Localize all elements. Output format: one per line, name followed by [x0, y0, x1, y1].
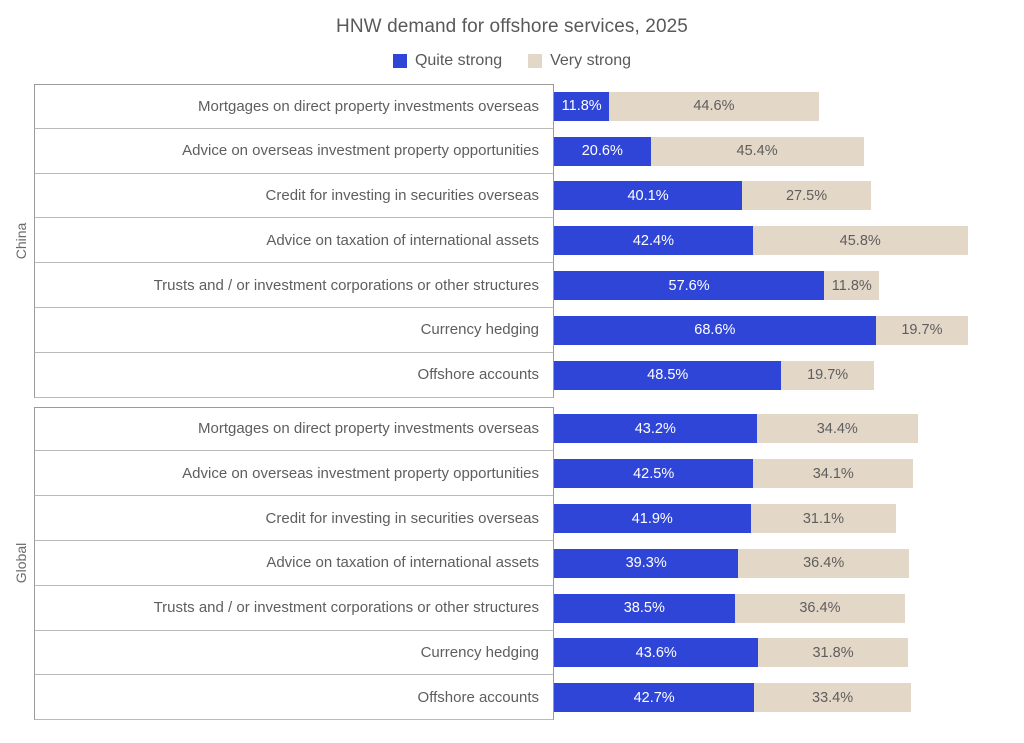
bar-cell — [554, 129, 1016, 174]
bar-segment-very-strong: 36.4% — [738, 549, 909, 578]
bar-segment-quite-strong: 43.2% — [554, 414, 757, 443]
bar-cell — [554, 451, 1016, 496]
bar-cell — [554, 84, 1016, 129]
bar-segment-very-strong: 45.4% — [651, 137, 864, 166]
group-label-cell — [8, 496, 34, 541]
group-label-cell — [8, 586, 34, 631]
bar-cell — [554, 353, 1016, 398]
legend-label-quite-strong: Quite strong — [414, 52, 503, 69]
chart-group — [8, 84, 1016, 398]
chart-row — [8, 586, 1016, 631]
category-label: Advice on overseas investment property opportunities — [34, 451, 554, 496]
group-label-cell — [8, 407, 34, 452]
group-label-cell — [8, 263, 34, 308]
bar-segment-quite-strong: 20.6% — [554, 137, 651, 166]
chart-row — [8, 407, 1016, 452]
bar-segment-quite-strong: 48.5% — [554, 361, 781, 390]
chart-row — [8, 174, 1016, 219]
legend-swatch-very-strong — [528, 54, 542, 68]
chart-row — [8, 353, 1016, 398]
group-label-cell — [8, 451, 34, 496]
bar-segment-quite-strong: 38.5% — [554, 594, 735, 623]
group-divider — [8, 398, 1016, 407]
bar-cell — [554, 631, 1016, 676]
group-label-cell — [8, 174, 34, 219]
chart-row — [8, 263, 1016, 308]
category-label: Trusts and / or investment corporations or other structures — [34, 263, 554, 308]
bar-segment-quite-strong: 42.7% — [554, 683, 754, 712]
bar-segment-quite-strong: 11.8% — [554, 92, 609, 121]
chart-row — [8, 496, 1016, 541]
category-label: Advice on taxation of international assets — [34, 541, 554, 586]
bar-segment-very-strong: 34.1% — [753, 459, 913, 488]
legend-label-very-strong: Very strong — [550, 52, 632, 69]
chart-group — [8, 407, 1016, 721]
bar-segment-very-strong: 33.4% — [754, 683, 911, 712]
group-label-cell — [8, 631, 34, 676]
group-label-cell — [8, 675, 34, 720]
group-label-cell — [8, 129, 34, 174]
bar-segment-quite-strong: 43.6% — [554, 638, 758, 667]
bar-cell — [554, 675, 1016, 720]
bar-segment-quite-strong: 41.9% — [554, 504, 751, 533]
group-label-cell — [8, 84, 34, 129]
group-label-cell — [8, 541, 34, 586]
category-label: Currency hedging — [34, 631, 554, 676]
bar-cell — [554, 218, 1016, 263]
category-label: Offshore accounts — [34, 353, 554, 398]
category-label: Mortgages on direct property investments overseas — [34, 407, 554, 452]
category-label: Mortgages on direct property investments overseas — [34, 84, 554, 129]
bar-segment-very-strong: 31.8% — [758, 638, 907, 667]
group-axis-label: Global — [13, 543, 29, 584]
chart-row — [8, 451, 1016, 496]
legend-swatch-quite-strong — [393, 54, 407, 68]
legend-item-very-strong[interactable] — [528, 52, 631, 70]
bar-segment-very-strong: 36.4% — [735, 594, 906, 623]
bar-segment-very-strong: 19.7% — [876, 316, 968, 345]
chart-row — [8, 631, 1016, 676]
chart-row — [8, 541, 1016, 586]
chart-row — [8, 218, 1016, 263]
chart-plot-area — [8, 84, 1016, 720]
bar-cell — [554, 263, 1016, 308]
category-label: Advice on taxation of international assets — [34, 218, 554, 263]
bar-segment-very-strong: 27.5% — [742, 181, 871, 210]
category-label: Offshore accounts — [34, 675, 554, 720]
chart-row — [8, 84, 1016, 129]
chart-title: HNW demand for offshore services, 2025 — [336, 16, 688, 37]
bar-segment-quite-strong: 42.4% — [554, 226, 753, 255]
bar-cell — [554, 496, 1016, 541]
bar-segment-very-strong: 34.4% — [757, 414, 918, 443]
bar-segment-very-strong: 44.6% — [609, 92, 818, 121]
bar-segment-very-strong: 45.8% — [753, 226, 968, 255]
legend-item-quite-strong[interactable] — [393, 52, 502, 70]
category-label: Credit for investing in securities overseas — [34, 496, 554, 541]
bar-cell — [554, 174, 1016, 219]
group-label-cell — [8, 353, 34, 398]
bar-cell — [554, 586, 1016, 631]
bar-cell — [554, 308, 1016, 353]
category-label: Credit for investing in securities overseas — [34, 174, 554, 219]
bar-segment-very-strong: 19.7% — [781, 361, 873, 390]
bar-cell — [554, 407, 1016, 452]
group-label-cell — [8, 218, 34, 263]
group-label-cell — [8, 308, 34, 353]
chart-row — [8, 308, 1016, 353]
chart-legend — [0, 52, 1024, 70]
bar-cell — [554, 541, 1016, 586]
category-label: Currency hedging — [34, 308, 554, 353]
bar-segment-quite-strong: 68.6% — [554, 316, 876, 345]
bar-segment-very-strong: 31.1% — [751, 504, 897, 533]
bar-segment-quite-strong: 40.1% — [554, 181, 742, 210]
category-label: Advice on overseas investment property opportunities — [34, 129, 554, 174]
bar-segment-very-strong: 11.8% — [824, 271, 879, 300]
category-label: Trusts and / or investment corporations or other structures — [34, 586, 554, 631]
chart-row — [8, 675, 1016, 720]
bar-segment-quite-strong: 39.3% — [554, 549, 738, 578]
bar-segment-quite-strong: 57.6% — [554, 271, 824, 300]
group-axis-label: China — [13, 222, 29, 260]
chart-row — [8, 129, 1016, 174]
bar-segment-quite-strong: 42.5% — [554, 459, 753, 488]
